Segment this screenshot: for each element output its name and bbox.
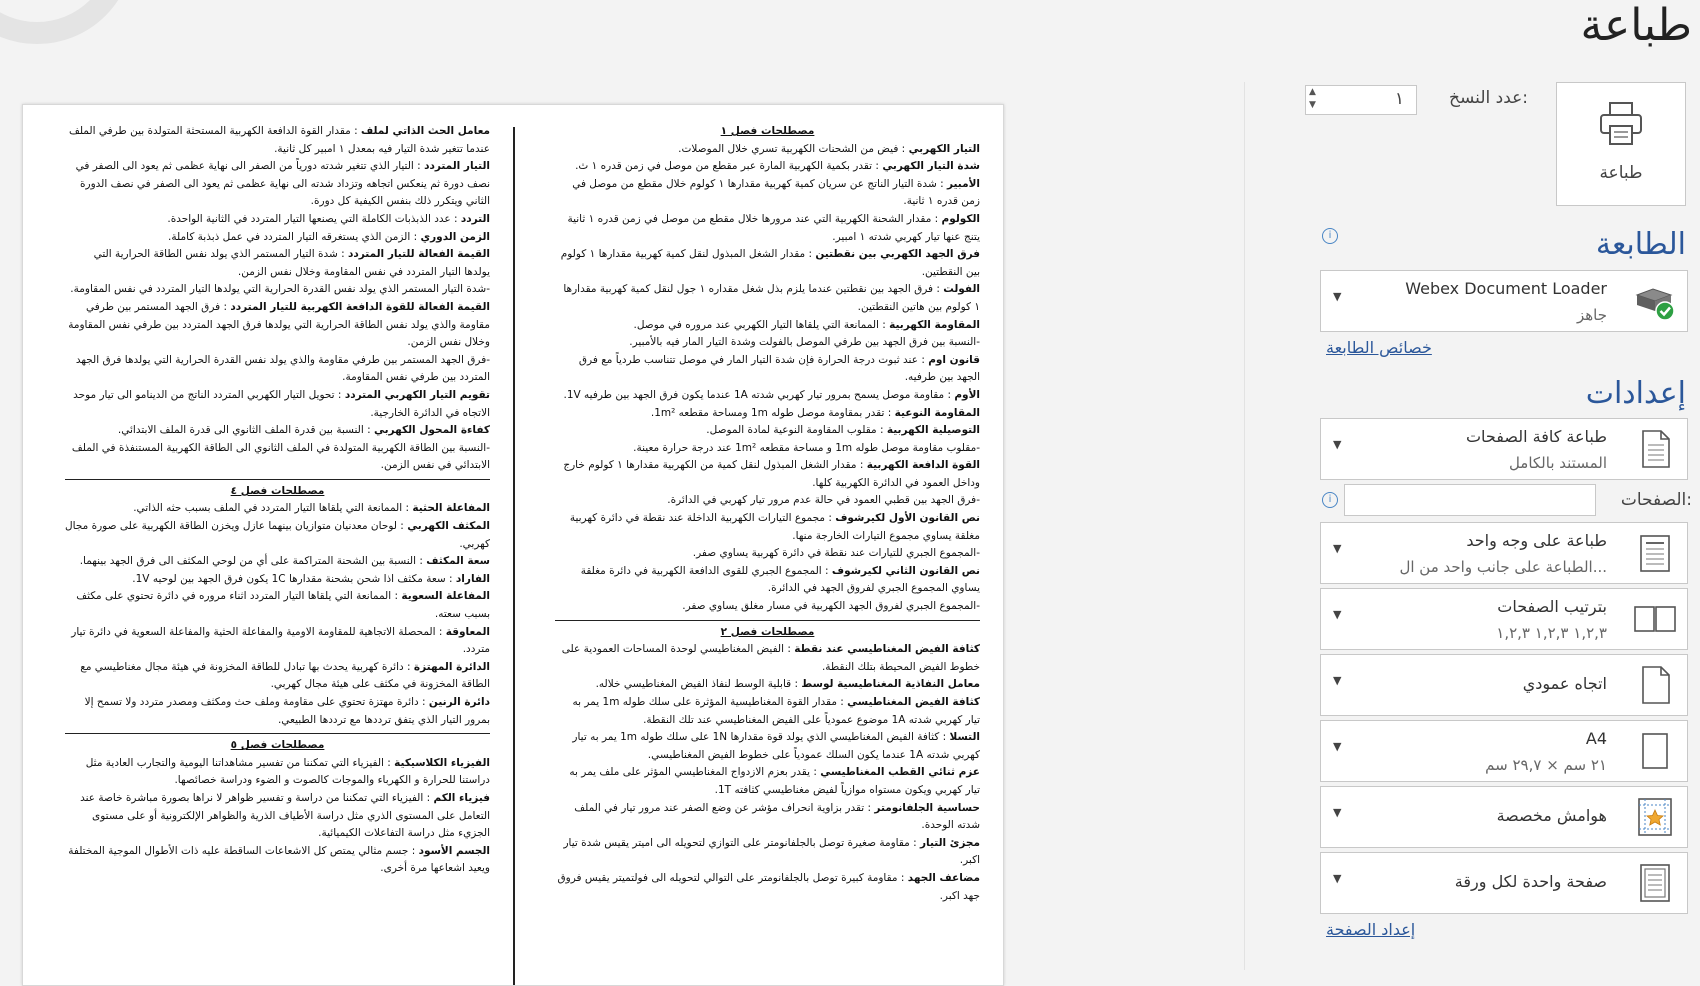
section-heading: مصطلحات فصل ٢ — [720, 625, 815, 638]
definition-entry — [65, 299, 490, 352]
definition-term: كثافة الفيض المغناطيسي عند نقطة — [794, 643, 980, 656]
definition-entry — [65, 387, 490, 422]
definition-term: مجزئ التيار — [920, 836, 980, 849]
column-divider — [513, 127, 515, 986]
definition-entry — [555, 835, 980, 870]
definition-term: قانون اوم — [928, 353, 980, 366]
definition-entry — [65, 790, 490, 843]
definition-entry — [555, 141, 980, 159]
definition-term: المعاوقة — [445, 625, 490, 638]
definition-entry — [555, 352, 980, 387]
definition-text: : الفيزياء التي تمكننا من دراسة و تفسير ظواهر لا نراها بصورة مباشرة خاصة عند التعامل على المستوى الذري مثل دراسة الأطياف الذرية والظواهر الإلكترونية أو على مستوى الجزيء مثل دراسة التفاعلات الكيميائية. — [80, 791, 490, 840]
definition-term: سعة المكثف — [426, 555, 490, 568]
copies-label: عدد النسخ: — [1449, 88, 1528, 108]
definition-entry — [555, 422, 980, 440]
print-button[interactable] — [1556, 82, 1686, 206]
definition-term: القوة الدافعة الكهربية — [866, 459, 980, 472]
definition-list — [65, 500, 490, 729]
printer-status: جاهز — [1576, 306, 1607, 324]
definition-entry — [65, 123, 490, 158]
definition-text: : دائرة كهربية يحدث بها تبادل للطاقة المخزونة في هيئة مجال مغناطيسي مع الطاقة المخزونة في مكثف على هيئة مجال كهربي. — [80, 660, 490, 691]
definition-term: الكولوم — [941, 212, 980, 225]
definition-text: : دائرة مهتزة تحتوي على مقاومة وملف حث ومكثف ومصدر متردد ولا تسمح إلا بمرور التيار الذي يتفق ترددها مع ترددها الطبيعي. — [84, 696, 490, 726]
definition-entry — [65, 659, 490, 694]
paper-size-icon — [1633, 729, 1677, 773]
collate-dropdown[interactable] — [1320, 588, 1688, 650]
definition-text: : مقاومة كبيرة توصل بالجلفانومتر على التوالي لتحويله الى فولتميتر يقيس فروق جهد اكبر. — [557, 871, 980, 902]
definition-term: حساسية الجلفانومتر — [874, 801, 980, 814]
margins-dropdown[interactable] — [1320, 786, 1688, 848]
section-heading: مصطلحات فصل ١ — [720, 125, 815, 137]
definition-term: المقاومة النوعية — [894, 406, 980, 419]
definition-text: : الممانعة التي يلقاها التيار المتردد في الملف بسبب حثه الذاتي. — [133, 502, 413, 515]
definition-entry — [65, 440, 490, 475]
margins-icon — [1633, 795, 1677, 839]
definition-term: القيمة الفعالة للتيار المتردد — [347, 248, 490, 261]
definition-term: نص القانون الثاني لكيرشوف — [831, 564, 980, 577]
preview-right-column — [555, 123, 980, 905]
definition-text: : مقدار القوة المغناطيسية المؤثرة على سلك طوله 1m يمر به تيار كهربي شدته 1A موضوع عمودياً على الفيض المغناطيسي عند تلك النقطة. — [572, 696, 980, 726]
definition-text: : فيض من الشحنات الكهربية تسري خلال الموصلات. — [678, 142, 909, 155]
definition-entry — [65, 694, 490, 729]
definition-entry — [555, 510, 980, 545]
definition-entry — [65, 229, 490, 247]
printer-ready-icon — [1633, 279, 1677, 323]
definition-entry — [555, 641, 980, 676]
definition-term: الجسم الأسود — [418, 844, 490, 857]
info-icon[interactable]: i — [1322, 228, 1338, 244]
definition-term: المفاعلة الحثية — [412, 502, 490, 515]
definition-text: : يقدر بعزم الازدواج المغناطيسي المؤثر على ملف يمر به تيار كهربي ويكون مستواه موازياً لفيض مغناطيسي كثافته 1T. — [569, 766, 980, 796]
one-sided-icon — [1633, 531, 1677, 575]
margins-title: هوامش مخصصة — [1496, 806, 1607, 825]
chevron-down-icon: ▼ — [1333, 608, 1342, 621]
definition-text: : تقدر بزاوية انحراف مؤشر عن وضع الصفر عند مرور تيار في الملف شدته الوحدة. — [574, 801, 980, 832]
definition-entry — [65, 553, 490, 571]
definition-term: القيمة الفعالة للقوة الدافعة الكهربية للتيار المتردد — [230, 300, 490, 313]
pages-per-sheet-icon — [1633, 861, 1677, 905]
definition-term: فيزياء الكم — [433, 791, 490, 804]
definition-entry — [555, 211, 980, 246]
definition-text: : مقاومة موصل يسمح بمرور تيار كهربي شدته 1A عندما يكون فرق الجهد بين طرفيه 1V. — [563, 388, 955, 401]
definition-text: : عدد الذبذبات الكاملة التي يصنعها التيار المتردد في الثانية الواحدة. — [167, 212, 461, 225]
definition-text: : مقدار الشغل المبذول لنقل كمية كهربية مقدارها ١ كولوم بين النقطتين. — [560, 248, 980, 278]
definition-term: المقاومة الكهربية — [889, 318, 980, 331]
section-heading: مصطلحات فصل ٥ — [230, 739, 325, 752]
printer-icon — [1599, 101, 1643, 151]
definition-text: : النسبة بين الشحنة المتراكمة على أي من لوحي المكثف الى فرق الجهد بينهما. — [79, 555, 427, 568]
definition-term: مضاعف الجهد — [907, 871, 980, 884]
definition-entry — [65, 571, 490, 589]
definition-entry — [555, 563, 980, 598]
sides-subtitle: الطباعة على جانب واحد من ال... — [1399, 558, 1607, 576]
definition-text: : سعة مكثف اذا شحن بشحنة مقدارها 1C يكون فرق الجهد بين لوحيه 1V. — [132, 572, 456, 585]
chevron-down-icon: ▼ — [1333, 872, 1342, 885]
definition-term: التسلا — [949, 731, 980, 744]
definition-entry — [65, 500, 490, 518]
definition-entry — [555, 492, 980, 510]
definition-entry — [555, 246, 980, 281]
info-icon[interactable]: i — [1322, 492, 1338, 508]
definition-entry — [65, 422, 490, 440]
per-sheet-title: صفحة واحدة لكل ورقة — [1454, 872, 1607, 891]
definition-term: معامل الحث الذاتي لملف — [361, 125, 490, 137]
definition-term: شدة التيار الكهربي — [882, 160, 980, 173]
definition-text: -فرق الجهد المستمر بين طرفي مقاومة والذي يولد نفس القدرة الحرارية التي يولدها فرق الجهد المتردد بين طرفي نفس المقاومة. — [75, 353, 490, 384]
collated-icon — [1633, 597, 1677, 641]
definition-text: -مقلوب مقاومة موصل طوله 1m و مساحة مقطعه 1m² عند درجة حرارة معينة. — [633, 441, 980, 454]
definition-entry — [555, 694, 980, 729]
definition-entry — [555, 598, 980, 616]
chevron-down-icon: ▼ — [1333, 438, 1342, 451]
definition-entry — [555, 545, 980, 563]
pages-label: الصفحات: — [1620, 490, 1692, 510]
definition-term: المفاعلة السعوية — [401, 590, 490, 603]
chevron-down-icon: ▼ — [1333, 290, 1342, 303]
definition-term: الأوم — [954, 388, 980, 401]
definition-entry — [65, 352, 490, 387]
definition-term: نص القانون الأول لكيرشوف — [835, 512, 980, 525]
definition-text: : مقاومة صغيرة توصل بالجلفانومتر على التوازي لتحويله الى اميتر يقيس شدة تيار اكبر. — [563, 836, 980, 867]
pages-input[interactable] — [1344, 484, 1596, 516]
definition-text: : قابلية الوسط لنفاذ الفيض المغناطيسي خلاله. — [595, 678, 802, 691]
definition-text: : عند ثبوت درجة الحرارة فإن شدة التيار المار في موصل تتناسب طردياً مع فرق الجهد بين طرفيه. — [578, 353, 980, 384]
definition-text: : تقدر بمقاومة موصل طوله 1m ومساحة مقطعه 1m². — [650, 406, 895, 419]
definition-term: الزمن الدوري — [420, 230, 490, 243]
definition-text: : لوحان معدنيان متوازيان بينهما عازل ويخزن الطاقة الكهربية على صورة مجال كهربي. — [65, 520, 490, 550]
collate-title: بترتيب الصفحات — [1497, 597, 1607, 616]
preview-left-column — [65, 123, 490, 878]
sides-dropdown[interactable] — [1320, 522, 1688, 584]
orientation-dropdown[interactable] — [1320, 654, 1688, 716]
definition-list — [555, 141, 980, 616]
chevron-down-icon: ▼ — [1333, 806, 1342, 819]
definition-entry — [555, 281, 980, 316]
collate-subtitle: ١,٢,٣ ١,٢,٣ ١,٢,٣ — [1496, 624, 1607, 642]
definition-term: كثافة الفيض المغناطيسي — [847, 696, 980, 708]
definition-list — [65, 755, 490, 878]
definition-entry — [65, 281, 490, 299]
printer-properties-link[interactable]: خصائص الطابعة — [1326, 338, 1432, 357]
definition-entry — [555, 457, 980, 492]
decorative-circle-left — [0, 0, 134, 44]
definition-term: الفولت — [943, 283, 980, 296]
definition-text: : مقدار الشحنة الكهربية التي عند مرورها خلال مقطع من موصل في زمن قدره ١ ثانية يتنج عنها تيار كهربي شدته ١ امبير. — [567, 212, 980, 243]
definition-entry — [65, 624, 490, 659]
definition-text: -فرق الجهد بين قطبي العمود في حالة عدم مرور تيار كهربي في الدائرة. — [667, 494, 980, 507]
definition-text: : شدة التيار الناتج عن سريان كمية كهربية مقدارها ١ كولوم خلال مقطع من موصل في زمن قدره ١ ثانية. — [572, 177, 980, 208]
definition-text: : النسبة بين قدرة الملف الثانوي الى قدرة الملف الابتدائي. — [117, 424, 374, 437]
definition-list — [65, 123, 490, 475]
definition-term: معامل النفاذية المغناطيسية لوسط — [801, 678, 980, 691]
definition-text: -المجموع الجبري لفروق الجهد الكهربية في مسار مغلق يساوي صفر. — [682, 600, 980, 613]
definition-text: : مجموع التيارات الكهربية الداخلة عند نقطة في دائرة كهربية مغلقة يساوي مجموع التيارات الخارجة منها. — [569, 512, 980, 542]
paper-subtitle: ٢١ سم × ٢٩,٧ سم — [1485, 756, 1607, 774]
definition-entry — [65, 843, 490, 878]
definition-entry — [65, 211, 490, 229]
section-rule — [65, 479, 490, 480]
definition-text: : المحصلة الاتجاهية للمقاومة الاومية والمفاعلة الحثية والمفاعلة السعوية في دائرة تيار متردد. — [71, 625, 490, 656]
chevron-down-icon: ▼ — [1333, 740, 1342, 753]
printer-dropdown[interactable] — [1320, 270, 1688, 332]
definition-term: عزم ثنائي القطب المغناطيسي — [820, 766, 980, 779]
copies-spinner[interactable] — [1305, 85, 1417, 115]
panel-divider — [1244, 82, 1245, 970]
definition-term: الدائرة المهتزة — [413, 660, 490, 673]
section-heading: مصطلحات فصل ٤ — [230, 484, 325, 497]
definition-text: : الزمن الذي يستغرقه التيار المتردد في عمل ذبذبة كاملة. — [168, 230, 421, 243]
definition-entry — [555, 764, 980, 799]
definition-text: -النسبة بين الطاقة الكهربية المتولدة في الملف الثانوي الى الطاقة الكهربية المستنفذة في الملف الابتدائي في نفس الزمن. — [71, 441, 490, 472]
definition-text: : الفيض المغناطيسي لوحدة المساحات العمودية على خطوط الفيض المحيطة بتلك النقطة. — [561, 643, 980, 673]
definition-entry — [555, 676, 980, 694]
definition-text: : جسم مثالي يمتص كل الاشعاعات الساقطة عليه ذات الأطوال الموجية المختلفة ويعيد اشعاعها مرة أخرى. — [68, 844, 490, 875]
definition-text: : المجموع الجبري للقوى الدافعة الكهربية في دائرة مغلقة يساوي المجموع الجبري لفروق الجهد في الدائرة. — [580, 564, 980, 595]
definition-term: كفاءة المحول الكهربي — [373, 424, 490, 437]
definition-entry — [65, 755, 490, 790]
print-preview-area[interactable] — [0, 82, 1245, 970]
definition-entry — [555, 870, 980, 905]
definition-entry — [555, 334, 980, 352]
definition-entry — [555, 729, 980, 764]
definition-text: -النسبة بين فرق الجهد بين طرفي الموصل بالفولت وشدة التيار المار فيه بالأمبير. — [629, 336, 980, 349]
section-rule — [65, 733, 490, 734]
definition-text: : التيار الذي تتغير شدته دورياً من الصفر الى نهاية عظمى ثم يعود الى الصفر في نصف دورة ثم ينعكس اتجاهه وتزداد شدته الى نهاية عظمى ثم يعود الى الصفر في نصف الدورة الثاني ويتكرر ذلك بنفس الكيفية كل دورة. — [75, 160, 490, 208]
definition-text: : الممانعة التي يلقاها التيار الكهربي عند مروره في موصل. — [633, 318, 890, 331]
definition-list — [555, 641, 980, 905]
definition-text: : الفيزياء التي تمكننا من تفسير مشاهداتنا اليومية والتجارب العادية مثل دراستنا للحرارة و الكهرباء والموجات كالصوت و الضوء ودراسة خصائصها. — [85, 756, 490, 787]
settings-section-title: إعدادات — [1585, 376, 1686, 411]
print-all-subtitle: المستند بالكامل — [1508, 454, 1607, 472]
definition-text: -شدة التيار المستمر الذي يولد نفس القدرة الحرارية التي يولدها التيار المتردد في نفس المقاومة. — [70, 283, 490, 296]
section-rule — [555, 620, 980, 621]
definition-term: الأمبير — [946, 177, 980, 190]
definition-text: : مقدار الشغل المبذول لنقل كمية من الكهربية مقدارها ١ كولوم خارج وداخل العمود في الدائرة الكهربية كلها. — [563, 459, 980, 489]
spinner-arrows-icon[interactable]: ▲ ▼ — [1309, 87, 1316, 110]
definition-entry — [555, 405, 980, 423]
definition-entry — [555, 317, 980, 335]
definition-text: : مقلوب المقاومة النوعية لمادة الموصل. — [706, 424, 887, 437]
definition-term: فرق الجهد الكهربي بين نقطتين — [815, 248, 980, 261]
definition-term: التوصيلية الكهربية — [886, 424, 980, 437]
definition-text: : تقدر بكمية الكهربية المارة عبر مقطع من موصل في زمن قدره ١ ث. — [575, 160, 883, 173]
definition-text: : تحويل التيار الكهربي المتردد الناتج من الدينامو الى تيار موحد الاتجاه في الدائرة الخارجية. — [73, 388, 490, 419]
definition-term: تقويم التيار الكهربي المتردد — [344, 388, 490, 401]
definition-entry — [65, 518, 490, 553]
print-all-title: طباعة كافة الصفحات — [1465, 427, 1607, 446]
definition-entry — [555, 158, 980, 176]
paper-title: A4 — [1585, 729, 1607, 748]
definition-entry — [555, 387, 980, 405]
copies-value: ١ — [1394, 89, 1404, 109]
chevron-down-icon: ▼ — [1333, 674, 1342, 687]
definition-text: : شدة التيار المستمر الذي يولد نفس الطاقة الحرارية التي يولدها التيار المتردد في نفس المقاومة وخلال نفس الزمن. — [93, 248, 490, 278]
definition-entry — [555, 800, 980, 835]
document-pages-icon — [1633, 427, 1677, 471]
page-setup-link[interactable]: إعداد الصفحة — [1326, 920, 1416, 939]
definition-term: دائرة الرنين — [428, 696, 490, 708]
definition-text: : مقدار القوة الدافعة الكهربية المستحثة المتولدة بين طرفي الملف عندما تتغير شدة التيار فيه بمعدل ١ امبير كل ثانية. — [68, 125, 490, 155]
definition-term: الفيزياء الكلاسيكية — [394, 756, 490, 769]
definition-term: التيار الكهربي — [908, 142, 980, 155]
definition-entry — [555, 440, 980, 458]
definition-entry — [65, 588, 490, 623]
paper-size-dropdown[interactable] — [1320, 720, 1688, 782]
page-title: طباعة — [1580, 0, 1692, 51]
definition-term: التيار المتردد — [424, 160, 490, 173]
print-button-label: طباعة — [1599, 163, 1643, 183]
portrait-icon — [1633, 663, 1677, 707]
definition-entry — [65, 246, 490, 281]
definition-text: : فرق الجهد بين نقطتين عندما يلزم بذل شغل مقداره ١ جول لنقل كمية كهربية مقدارها ١ كولوم بين هاتين النقطتين. — [563, 283, 980, 313]
orientation-title: اتجاه عمودي — [1522, 674, 1607, 693]
definition-entry — [65, 158, 490, 211]
definition-term: التردد — [460, 212, 490, 225]
preview-page — [22, 104, 1004, 986]
definition-text: : فرق الجهد المستمر بين طرفي مقاومة والذي يولد نفس الطاقة الحرارية التي يولدها فرق الجهد المتردد بين طرفي نفس المقاومة وخلال نفس الزمن. — [68, 300, 490, 349]
definition-text: -المجموع الجبري للتيارات عند نقطة في دائرة كهربية يساوي صفر. — [692, 547, 980, 560]
chevron-down-icon: ▼ — [1333, 542, 1342, 555]
printer-section-title: الطابعة — [1595, 227, 1686, 262]
print-all-pages-dropdown[interactable] — [1320, 418, 1688, 480]
definition-term: الفاراد — [455, 572, 490, 585]
definition-text: : كثافة الفيض المغناطيسي الذي يولد قوة مقدارها 1N على سلك طوله 1m يمر به تيار كهربي شدته 1A عندما يكون السلك عمودياً على خطوط الفيض المغناطيسي. — [572, 731, 980, 761]
definition-text: : الممانعة التي يلقاها التيار المتردد اثناء مروره في دائرة تحتوي على مكثف بسبب سعته. — [76, 590, 490, 621]
sides-title: طباعة على وجه واحد — [1466, 531, 1607, 550]
definition-term: المكثف الكهربي — [407, 520, 490, 533]
printer-name: Webex Document Loader — [1405, 279, 1607, 298]
pages-per-sheet-dropdown[interactable] — [1320, 852, 1688, 914]
definition-entry — [555, 176, 980, 211]
